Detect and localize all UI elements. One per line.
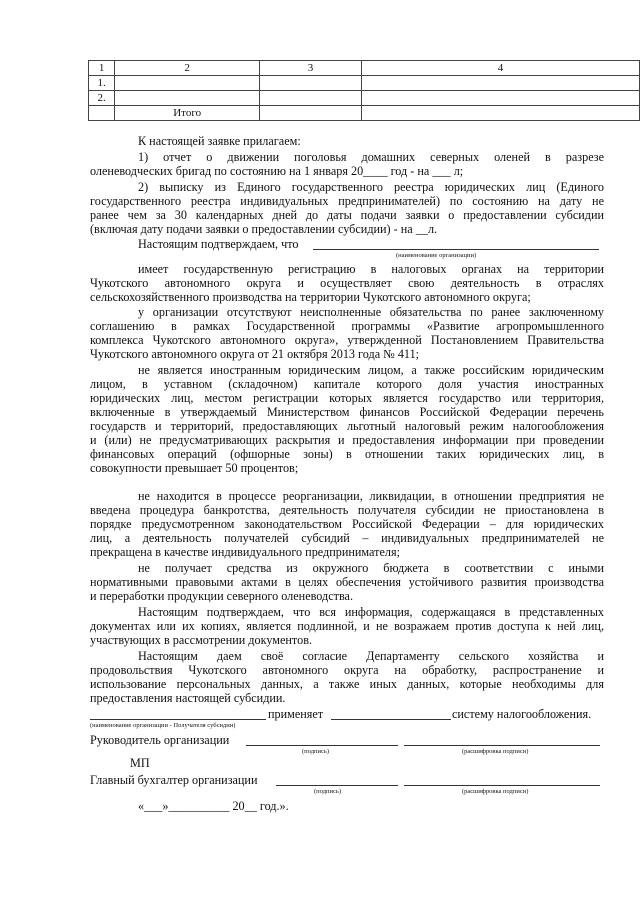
confirm-lead: Настоящим подтверждаем, что: [138, 237, 299, 251]
paragraph-line: включенные в утверждаемый Министерством финансов Российской Федерации перечень: [90, 405, 604, 419]
paragraph-line: введена процедура банкротства, деятельность получателя субсидии не приостановлена в: [90, 503, 604, 517]
org-name-line: [313, 249, 599, 250]
table-cell: [89, 106, 115, 121]
date-line: «___»__________ 20__ год.».: [138, 799, 289, 813]
paragraph-line: Чукотского автономного округа от 21 октября 2013 года № 411;: [90, 347, 420, 361]
paragraph-line: Чукотского автономного округа и осуществляет свою деятельность в отраслях: [90, 276, 604, 290]
table-cell: 2.: [89, 91, 115, 106]
paragraph-line: лицом, в уставном (складочном) капитале которого доля участия иностранных: [90, 377, 604, 391]
table-total-row: [89, 106, 640, 121]
table-cell: [115, 91, 260, 106]
accountant-label: Главный бухгалтер организации: [90, 773, 258, 787]
tax-system-label: систему налогообложения.: [452, 707, 592, 721]
paragraph-line: и (или) не предусматривающих раскрытия и предоставления информации при проведении: [90, 433, 604, 447]
paragraph-line: финансовых операций (офшорные зоны) в отношении таких юридических лиц, в: [90, 447, 604, 461]
attachments-intro: К настоящей заявке прилагаем:: [138, 134, 301, 148]
paragraph-line: комплекса Чукотского автономного округа», утвержденной Постановлением Правительства: [90, 333, 604, 347]
head-decoding-line: [404, 745, 600, 746]
attachment-1-line: оленеводческих бригад по состоянию на 1 января 20____ год - на ___ л;: [90, 164, 464, 178]
table-cell: 4: [361, 61, 639, 76]
paragraph-line: Настоящим подтверждаем, что вся информация, содержащаяся в представленных: [138, 605, 604, 619]
paragraph-line: документах или их копиях, является подлинной, и не возражаем против доступа к ней лиц,: [90, 619, 604, 633]
attachment-1-line: 1) отчет о движении поголовья домашних северных оленей в разрезе: [138, 150, 604, 164]
paragraph-line: предоставления настоящей субсидии.: [90, 691, 286, 705]
attachment-2-line: ранее чем за 30 календарных дней до даты подачи заявки о предоставлении субсидии: [90, 208, 604, 222]
paragraph-line: соглашению в рамках Государственной программы «Развитие агропромышленного: [90, 319, 604, 333]
table-cell: [115, 76, 260, 91]
paragraph-line: Настоящим даем своё согласие Департаменту сельского хозяйства и: [138, 649, 604, 663]
paragraph-line: порядке предусмотренном законодательством Российской Федерации – для юридических: [90, 517, 604, 531]
paragraph-line: имеет государственную регистрацию в налоговых органах на территории: [138, 262, 604, 276]
signature-caption: (подпись): [302, 748, 329, 755]
tax-applies-label: применяет: [268, 707, 324, 721]
table-cell: [361, 106, 639, 121]
subsidy-table: [88, 60, 640, 121]
attachment-2-line: государственного реестра индивидуальных предпринимателей) по состоянию на дату не: [90, 194, 604, 208]
attachment-2-line: 2) выписку из Единого государственного реестра юридических лиц (Единого: [138, 180, 604, 194]
org-name-line: [90, 719, 266, 720]
signature-caption: (подпись): [314, 788, 341, 795]
accountant-signature-line: [276, 785, 398, 786]
table-cell: 3: [259, 61, 361, 76]
paragraph-line: сельскохозяйственного производства на территории Чукотского автономного округа;: [90, 290, 531, 304]
paragraph-line: юридических лиц, местом регистрации которых является государство или территория,: [90, 391, 604, 405]
tax-caption: (наименование организации - Получателя субсидии): [90, 722, 236, 729]
org-name-caption: (наименование организации): [396, 252, 477, 259]
stamp-label: МП: [130, 756, 150, 770]
table-cell: [259, 91, 361, 106]
paragraph-line: прекращена в качестве индивидуального предпринимателя;: [90, 545, 400, 559]
head-label: Руководитель организации: [90, 733, 230, 747]
table-cell: [361, 76, 639, 91]
table-cell: 2: [115, 61, 260, 76]
table-row: [89, 91, 640, 106]
paragraph-line: у организации отсутствуют неисполненные обязательства по ранее заключенному: [138, 305, 604, 319]
paragraph-line: не получает средства из окружного бюджета в соответствии с иными: [138, 561, 604, 575]
paragraph-line: и переработки продукции северного оленеводства.: [90, 589, 354, 603]
table-row: [89, 76, 640, 91]
accountant-decoding-line: [404, 785, 600, 786]
paragraph-line: использование персональных данных, а также иных данных, которые необходимы для: [90, 677, 604, 691]
table-cell: 1.: [89, 76, 115, 91]
paragraph-line: продовольствия Чукотского автономного округа на обработку, распространение и: [90, 663, 604, 677]
tax-system-line: [331, 719, 451, 720]
decoding-caption: (расшифровка подписи): [462, 788, 529, 795]
paragraph-line: не находится в процессе реорганизации, ликвидации, в отношении предприятия не: [138, 489, 604, 503]
paragraph-line: не является иностранным юридическим лицом, а также российским юридическим: [138, 363, 604, 377]
paragraph-line: участвующих в рассмотрении документов.: [90, 633, 312, 647]
table-cell: [361, 91, 639, 106]
paragraph-line: нормативными правовыми актами в целях обеспечения устойчивого развития производства: [90, 575, 604, 589]
table-cell: [259, 106, 361, 121]
decoding-caption: (расшифровка подписи): [462, 748, 529, 755]
paragraph-line: лиц, а деятельность получателей субсидий – индивидуальных предпринимателей не: [90, 531, 604, 545]
table-cell: Итого: [115, 106, 260, 121]
table-cell: 1: [89, 61, 115, 76]
table-header-row: [89, 61, 640, 76]
paragraph-line: совокупности превышает 50 процентов;: [90, 461, 299, 475]
paragraph-line: государств и территорий, предоставляющих льготный налоговый режим налогообложения: [90, 419, 604, 433]
head-signature-line: [246, 745, 398, 746]
table-cell: [259, 76, 361, 91]
attachment-2-line: (включая дату подачи заявки о предоставлении субсидии) - на __л.: [90, 222, 438, 236]
